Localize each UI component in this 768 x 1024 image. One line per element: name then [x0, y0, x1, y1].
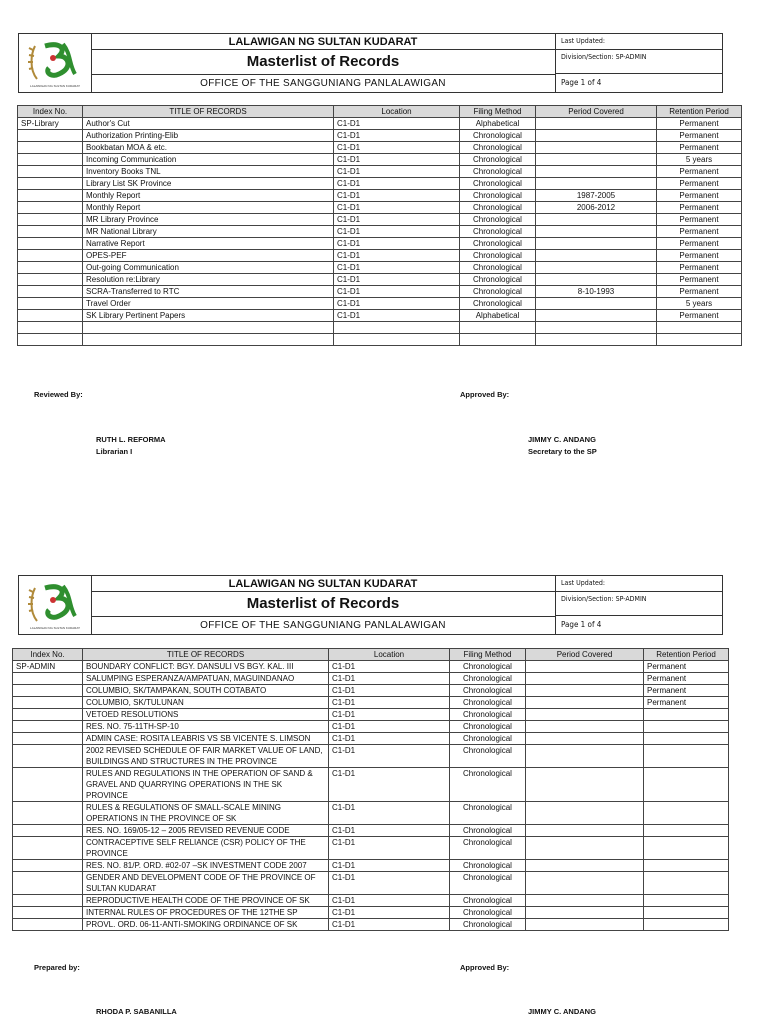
cell-location: C1-D1 [329, 709, 450, 721]
cell-title: PROVL. ORD. 06-11-ANTI-SMOKING ORDINANCE OF SK [83, 919, 329, 931]
page-indicator: Page 1 of 4 [561, 78, 602, 87]
cell-filing-method: Chronological [460, 250, 536, 262]
cell-filing-method: Chronological [450, 907, 526, 919]
cell-location: C1-D1 [329, 919, 450, 931]
cell-filing-method: Chronological [460, 202, 536, 214]
cell-index [13, 709, 83, 721]
cell-location: C1-D1 [334, 130, 460, 142]
cell-retention-period: Permanent [657, 262, 742, 274]
cell-location: C1-D1 [334, 226, 460, 238]
cell-retention-period: Permanent [644, 697, 729, 709]
cell-retention-period: Permanent [657, 310, 742, 322]
cell-title: INTERNAL RULES OF PROCEDURES OF THE 12THE SP [83, 907, 329, 919]
cell-filing-method: Chronological [450, 919, 526, 931]
cell-filing-method: Chronological [450, 709, 526, 721]
cell-retention-period: 5 years [657, 298, 742, 310]
cell-index [13, 697, 83, 709]
cell-filing-method: Chronological [460, 262, 536, 274]
cell-title: RES. NO. 81/P. ORD. #02-07 –SK INVESTMENT CODE 2007 [83, 860, 329, 872]
cell-retention-period: Permanent [657, 286, 742, 298]
cell-location: C1-D1 [334, 310, 460, 322]
cell-retention-period [644, 709, 729, 721]
cell-retention-period [644, 733, 729, 745]
office-name: OFFICE OF THE SANGGUNIANG PANLALAWIGAN [200, 78, 446, 89]
table-row [13, 697, 729, 709]
cell-location: C1-D1 [334, 274, 460, 286]
cell-title: Resolution re:Library [83, 274, 334, 286]
cell-title: Authorization Printing-Elib [83, 130, 334, 142]
cell-retention-period [644, 768, 729, 802]
cell-location: C1-D1 [329, 673, 450, 685]
cell-filing-method: Chronological [460, 238, 536, 250]
cell-filing-method: Chronological [450, 872, 526, 895]
cell-filing-method: Chronological [460, 190, 536, 202]
cell-retention-period: Permanent [657, 274, 742, 286]
cell-filing-method: Chronological [460, 298, 536, 310]
cell-filing-method: Alphabetical [460, 118, 536, 130]
cell-period-covered [526, 673, 644, 685]
table-row [13, 768, 729, 802]
table-row [13, 733, 729, 745]
cell-index [13, 907, 83, 919]
records-table-2 [12, 648, 729, 931]
cell-filing-method: Chronological [460, 286, 536, 298]
reviewed-by-label: Reviewed By: [34, 390, 83, 399]
cell-title: SK Library Pertinent Papers [83, 310, 334, 322]
cell-title: RES. NO. 75-11TH-SP-10 [83, 721, 329, 733]
cell-filing-method: Alphabetical [460, 310, 536, 322]
col-filing-method: Filing Method [460, 106, 536, 118]
cell-period-covered: 1987-2005 [536, 190, 657, 202]
cell-location: C1-D1 [334, 178, 460, 190]
cell-period-covered [526, 802, 644, 825]
cell-title: Inventory Books TNL [83, 166, 334, 178]
cell-location: C1-D1 [329, 895, 450, 907]
cell-index [13, 860, 83, 872]
cell-retention-period: Permanent [657, 226, 742, 238]
cell-filing-method: Chronological [460, 154, 536, 166]
cell-retention-period [644, 919, 729, 931]
cell-title: COLUMBIO, SK/TAMPAKAN, SOUTH COTABATO [83, 685, 329, 697]
cell-retention-period: Permanent [657, 202, 742, 214]
table-row [13, 860, 729, 872]
last-updated: Last Updated: [555, 576, 723, 592]
cell-location: C1-D1 [334, 166, 460, 178]
cell-location: C1-D1 [334, 142, 460, 154]
cell-period-covered: 2006-2012 [536, 202, 657, 214]
cell-filing-method: Chronological [450, 721, 526, 733]
province-name: LALAWIGAN NG SULTAN KUDARAT [91, 577, 555, 592]
cell-location: C1-D1 [334, 298, 460, 310]
cell-location: C1-D1 [329, 768, 450, 802]
cell-retention-period [644, 721, 729, 733]
cell-index [13, 895, 83, 907]
header-meta [555, 576, 723, 634]
cell-filing-method: Chronological [450, 685, 526, 697]
cell-retention-period: Permanent [644, 685, 729, 697]
cell-title: MR National Library [83, 226, 334, 238]
cell-period-covered [526, 860, 644, 872]
cell-period-covered [526, 825, 644, 837]
cell-index [13, 685, 83, 697]
cell-title: OPES-PEF [83, 250, 334, 262]
cell-location: C1-D1 [334, 214, 460, 226]
cell-title: SCRA-Transferred to RTC [83, 286, 334, 298]
cell-period-covered [526, 768, 644, 802]
division-section: Division/Section: SP-ADMIN [555, 50, 723, 74]
cell-location: C1-D1 [334, 118, 460, 130]
cell-retention-period [644, 872, 729, 895]
cell-title: RULES AND REGULATIONS IN THE OPERATION OF SAND & GRAVEL AND QUARRYING OPERATIONS IN THE SK PROVINCE [83, 768, 329, 802]
cell-index [13, 745, 83, 768]
cell-title: SALUMPING ESPERANZA/AMPATUAN, MAGUINDANAO [83, 673, 329, 685]
cell-retention-period: Permanent [644, 673, 729, 685]
approver-name: JIMMY C. ANDANG [528, 435, 596, 444]
approver-title: Secretary to the SP [528, 447, 597, 456]
cell-period-covered [526, 919, 644, 931]
approved-by-label: Approved By: [460, 390, 510, 399]
cell-retention-period: Permanent [657, 178, 742, 190]
cell-location: C1-D1 [334, 262, 460, 274]
col-location: Location [329, 649, 450, 661]
reviewer-name: RUTH L. REFORMA [96, 435, 166, 444]
cell-filing-method: Chronological [460, 142, 536, 154]
col-title: TITLE OF RECORDS [83, 106, 334, 118]
cell-filing-method: Chronological [460, 166, 536, 178]
cell-location: C1-D1 [334, 190, 460, 202]
cell-retention-period: Permanent [657, 130, 742, 142]
cell-filing-method: Chronological [460, 130, 536, 142]
cell-location: C1-D1 [329, 860, 450, 872]
cell-index [13, 825, 83, 837]
cell-index [13, 733, 83, 745]
cell-location: C1-D1 [329, 907, 450, 919]
cell-location: C1-D1 [334, 238, 460, 250]
table-row [13, 895, 729, 907]
cell-period-covered [526, 895, 644, 907]
cell-retention-period: Permanent [657, 190, 742, 202]
table-row [13, 802, 729, 825]
province-logo [19, 576, 92, 634]
cell-filing-method: Chronological [450, 745, 526, 768]
cell-period-covered [526, 872, 644, 895]
cell-retention-period [644, 745, 729, 768]
cell-retention-period: Permanent [657, 250, 742, 262]
cell-retention-period [644, 860, 729, 872]
cell-period-covered [526, 661, 644, 673]
cell-title: GENDER AND DEVELOPMENT CODE OF THE PROVINCE OF SULTAN KUDARAT [83, 872, 329, 895]
reviewer-title: Librarian I [96, 447, 133, 456]
cell-period-covered [526, 709, 644, 721]
col-filing-method: Filing Method [450, 649, 526, 661]
cell-title: RES. NO. 169/05-12 – 2005 REVISED REVENUE CODE [83, 825, 329, 837]
cell-filing-method: Chronological [450, 661, 526, 673]
cell-filing-method: Chronological [460, 226, 536, 238]
cell-period-covered [526, 745, 644, 768]
cell-title: Narrative Report [83, 238, 334, 250]
cell-index: SP-ADMIN [13, 661, 83, 673]
office-name: OFFICE OF THE SANGGUNIANG PANLALAWIGAN [200, 620, 446, 631]
table-row [13, 919, 729, 931]
cell-period-covered [526, 837, 644, 860]
preparer-name: RHODA P. SABANILLA [96, 1007, 177, 1016]
table-row [13, 837, 729, 860]
cell-title: Author's Cut [83, 118, 334, 130]
cell-period-covered [526, 685, 644, 697]
cell-retention-period [644, 907, 729, 919]
cell-location: C1-D1 [334, 202, 460, 214]
cell-title: Out-going Communication [83, 262, 334, 274]
col-index: Index No. [18, 106, 83, 118]
cell-filing-method: Chronological [450, 768, 526, 802]
document-title: Masterlist of Records [91, 592, 555, 617]
cell-title: RULES & REGULATIONS OF SMALL-SCALE MINING OPERATIONS IN THE PROVINCE OF SK [83, 802, 329, 825]
col-period-covered: Period Covered [526, 649, 644, 661]
cell-location: C1-D1 [329, 837, 450, 860]
cell-period-covered: 8-10-1993 [536, 286, 657, 298]
cell-index [13, 768, 83, 802]
cell-index [13, 872, 83, 895]
header-center [91, 576, 556, 634]
col-index: Index No. [13, 649, 83, 661]
cell-location: C1-D1 [334, 250, 460, 262]
cell-title: ADMIN CASE: ROSITA LEABRIS VS SB VICENTE S. LIMSON [83, 733, 329, 745]
table-row [13, 825, 729, 837]
table-row [13, 661, 729, 673]
division-section: Division/Section: SP-ADMIN [555, 592, 723, 616]
approved-by-label: Approved By: [460, 963, 510, 972]
cell-filing-method: Chronological [450, 837, 526, 860]
cell-retention-period: Permanent [657, 238, 742, 250]
cell-title: VETOED RESOLUTIONS [83, 709, 329, 721]
cell-location: C1-D1 [329, 872, 450, 895]
table-row [13, 673, 729, 685]
cell-location: C1-D1 [329, 733, 450, 745]
cell-title: Monthly Report [83, 190, 334, 202]
cell-location: C1-D1 [329, 661, 450, 673]
cell-retention-period: Permanent [657, 142, 742, 154]
document-title: Masterlist of Records [91, 50, 555, 75]
cell-retention-period [644, 895, 729, 907]
col-period-covered: Period Covered [536, 106, 657, 118]
cell-title: REPRODUCTIVE HEALTH CODE OF THE PROVINCE OF SK [83, 895, 329, 907]
cell-period-covered [526, 733, 644, 745]
col-retention-period: Retention Period [644, 649, 729, 661]
cell-retention-period [644, 802, 729, 825]
cell-location: C1-D1 [329, 825, 450, 837]
table-row [13, 907, 729, 919]
cell-title: Bookbatan MOA & etc. [83, 142, 334, 154]
cell-period-covered [526, 697, 644, 709]
cell-index [13, 673, 83, 685]
page-indicator: Page 1 of 4 [561, 620, 602, 629]
cell-filing-method: Chronological [450, 673, 526, 685]
table-header-row [13, 649, 729, 661]
cell-retention-period [644, 837, 729, 860]
table-row [13, 709, 729, 721]
prepared-by-label: Prepared by: [34, 963, 80, 972]
cell-index [13, 721, 83, 733]
cell-filing-method: Chronological [450, 825, 526, 837]
cell-retention-period: Permanent [657, 166, 742, 178]
cell-location: C1-D1 [334, 286, 460, 298]
table-row [13, 745, 729, 768]
cell-filing-method: Chronological [450, 697, 526, 709]
cell-location: C1-D1 [329, 697, 450, 709]
cell-title: 2002 REVISED SCHEDULE OF FAIR MARKET VALUE OF LAND, BUILDINGS AND STRUCTURES IN THE PROVINCE [83, 745, 329, 768]
cell-location: C1-D1 [329, 802, 450, 825]
table-row [13, 872, 729, 895]
cell-location: C1-D1 [329, 721, 450, 733]
cell-retention-period: Permanent [657, 214, 742, 226]
cell-location: C1-D1 [334, 154, 460, 166]
last-updated: Last Updated: [555, 34, 723, 50]
cell-title: MR Library Province [83, 214, 334, 226]
cell-retention-period: Permanent [644, 661, 729, 673]
cell-index [13, 802, 83, 825]
approver-name: JIMMY C. ANDANG [528, 1007, 596, 1016]
svg-text:LALAWIGAN NG SULTAN KUDARAT: LALAWIGAN NG SULTAN KUDARAT [30, 84, 80, 88]
cell-period-covered [526, 721, 644, 733]
svg-text:LALAWIGAN NG SULTAN KUDARAT: LALAWIGAN NG SULTAN KUDARAT [30, 626, 80, 630]
cell-location: C1-D1 [329, 685, 450, 697]
cell-retention-period: Permanent [657, 118, 742, 130]
col-title: TITLE OF RECORDS [83, 649, 329, 661]
cell-filing-method: Chronological [460, 214, 536, 226]
province-name: LALAWIGAN NG SULTAN KUDARAT [91, 35, 555, 50]
col-location: Location [334, 106, 460, 118]
cell-title: BOUNDARY CONFLICT: BGY. DANSULI VS BGY. KAL. III [83, 661, 329, 673]
cell-title: CONTRACEPTIVE SELF RELIANCE (CSR) POLICY OF THE PROVINCE [83, 837, 329, 860]
table-row [13, 721, 729, 733]
cell-index [13, 837, 83, 860]
cell-title: Incoming Communication [83, 154, 334, 166]
cell-index: SP-Library [18, 118, 83, 130]
cell-location: C1-D1 [329, 745, 450, 768]
cell-index [13, 919, 83, 931]
cell-title: Library List SK Province [83, 178, 334, 190]
cell-retention-period [644, 825, 729, 837]
cell-period-covered [526, 907, 644, 919]
cell-filing-method: Chronological [450, 802, 526, 825]
cell-title: Travel Order [83, 298, 334, 310]
cell-filing-method: Chronological [450, 733, 526, 745]
sheet-header-2 [18, 575, 723, 635]
table-row [13, 685, 729, 697]
cell-title: COLUMBIO, SK/TULUNAN [83, 697, 329, 709]
cell-filing-method: Chronological [460, 274, 536, 286]
cell-title: Monthly Report [83, 202, 334, 214]
col-retention-period: Retention Period [657, 106, 742, 118]
cell-filing-method: Chronological [450, 895, 526, 907]
cell-filing-method: Chronological [450, 860, 526, 872]
cell-filing-method: Chronological [460, 178, 536, 190]
cell-retention-period: 5 years [657, 154, 742, 166]
